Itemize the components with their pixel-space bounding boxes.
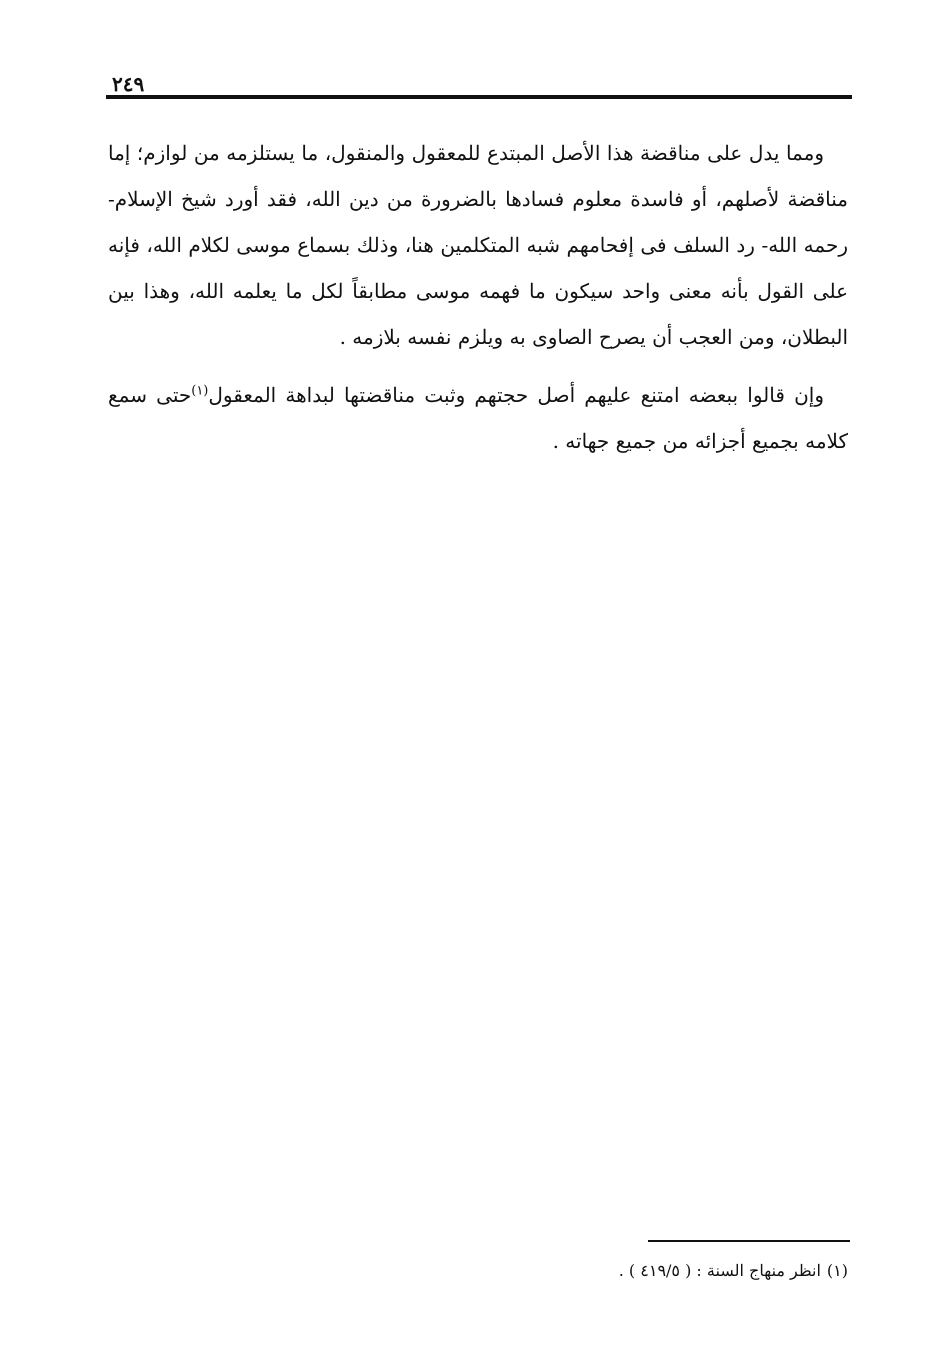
footnote-reference[interactable]: (١)	[191, 383, 209, 399]
footnote-text: انظر منهاج السنة : ( ٤١٩/٥ ) .	[618, 1261, 821, 1280]
footnote-rule	[648, 1240, 850, 1242]
paragraph-2-end: حتى سمع كلامه بجميع أجزائه من جميع جهاته .	[108, 383, 848, 453]
body-text	[108, 130, 848, 464]
paragraph-2-start: وإن قالوا ببعضه امتنع عليهم أصل حجتهم وثبت مناقضتها لبداهة المعقول	[208, 383, 825, 407]
paragraph-2	[108, 372, 848, 464]
page-number: ٢٤٩	[112, 72, 145, 96]
header-rule	[106, 95, 852, 99]
footnote-marker: (١)	[826, 1261, 848, 1280]
footnote	[420, 1258, 848, 1284]
paragraph-1: ومما يدل على مناقضة هذا الأصل المبتدع للمعقول والمنقول، ما يستلزمه من لوازم؛ إما مناقضة لأصلهم، أو فاسدة معلوم فسادها بالضرورة من دين الله، فقد أورد شيخ الإسلام- رحمه الله- رد السلف فى إفحامهم شبه المتكلمين هنا، وذلك بسماع موسى لكلام الله، فإنه على القول بأنه معنى واحد سيكون ما فهمه موسى مطابقاً لكل ما يعلمه الله، وهذا بين البطلان، ومن العجب أن يصرح الصاوى به ويلزم نفسه بلازمه .	[108, 141, 848, 349]
